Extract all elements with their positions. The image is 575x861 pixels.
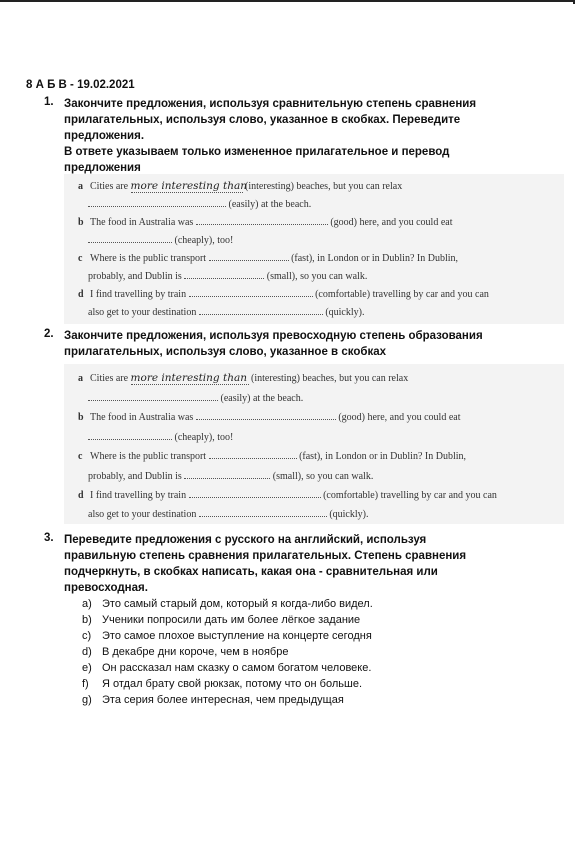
exercise-line-a2 (88, 392, 303, 405)
sentence-part: (good) here, and you could eat (330, 217, 453, 228)
sentence-part: (cheaply), too! (174, 432, 234, 443)
sentence-part: (fast), in London or in Dublin? In Dublin, (291, 253, 458, 264)
item-text: Я отдал брату свой рюкзак, потому что он больше. (102, 678, 362, 690)
blank-line (189, 288, 313, 297)
task2-instructions (64, 328, 524, 360)
blank-line (88, 198, 226, 207)
sentence-part: Where is the public transport (90, 451, 207, 462)
sentence-part: (quickly). (329, 509, 369, 520)
task3-number: 3. (44, 532, 54, 544)
exercise-line-d2 (88, 508, 368, 521)
handwritten-answer: more interesting than (130, 372, 247, 384)
sentence-part: (good) here, and you could eat (338, 412, 461, 423)
task1-line: прилагательных, используя слово, указанное в скобках. Переведите (64, 114, 461, 126)
exercise-line-c2 (88, 470, 373, 483)
sentence-part: probably, and Dublin is (88, 271, 182, 282)
item-letter: d (78, 490, 84, 501)
item-letter: e) (82, 662, 92, 674)
blank-line (196, 411, 336, 420)
blank-line (199, 306, 323, 315)
exercise-line-a (78, 180, 402, 193)
exercise-line-b2 (88, 431, 233, 444)
task2-number: 2. (44, 328, 54, 340)
task3-instructions (64, 532, 504, 596)
blank-line (209, 252, 289, 261)
exercise-line-a2 (88, 198, 311, 211)
exercise-line-c (78, 450, 466, 463)
item-letter: c (78, 451, 83, 462)
blank-line (88, 392, 218, 401)
item-letter: b) (82, 614, 92, 626)
sentence-part: I find travelling by train (90, 490, 187, 501)
exercise-line-d (78, 489, 497, 502)
sentence-part: (small), so you can walk. (272, 471, 374, 482)
task1-number: 1. (44, 96, 54, 108)
blank-line (196, 216, 328, 225)
blank-line (199, 508, 327, 517)
sentence-part: The food in Australia was (90, 217, 194, 228)
item-text: Это самое плохое выступление на концерте сегодня (102, 630, 372, 642)
item-letter: d) (82, 646, 92, 658)
handwritten-answer: more interesting than (130, 180, 247, 192)
task2-line: Закончите предложения, используя превосходную степень образования (64, 330, 483, 342)
item-letter: a (78, 373, 83, 384)
sentence-part: (easily) at the beach. (228, 199, 312, 210)
exercise-line-c (78, 252, 458, 265)
exercise-line-a (78, 372, 408, 385)
task1-line: предложения. (64, 130, 145, 142)
list-item (82, 628, 373, 644)
list-item (82, 676, 373, 692)
translation-list (82, 596, 373, 708)
blank-line (88, 431, 172, 440)
blank-line (184, 470, 270, 479)
task1-line: предложения (64, 162, 141, 174)
list-item (82, 692, 373, 708)
task3-line: превосходная. (64, 582, 148, 594)
sentence-part: Cities are (90, 181, 129, 192)
top-border (0, 0, 575, 2)
sentence-part: Cities are (90, 373, 129, 384)
exercise-line-b (78, 216, 453, 229)
blank-line (189, 489, 321, 498)
sentence-part: (interesting) beaches, but you can relax (251, 373, 409, 384)
task3-line: Переведите предложения с русского на английский, используя (64, 534, 427, 546)
worksheet-header: 8 А Б В - 19.02.2021 (26, 79, 135, 91)
item-letter: c (78, 253, 83, 264)
item-letter: g) (82, 694, 92, 706)
exercise-line-b2 (88, 234, 233, 247)
item-letter: c) (82, 630, 92, 642)
sentence-part: I find travelling by train (90, 289, 187, 300)
sentence-part: also get to your destination (88, 509, 197, 520)
item-text: Он рассказал нам сказку о самом богатом человеке. (102, 662, 372, 674)
item-letter: b (78, 217, 84, 228)
item-letter: a) (82, 598, 92, 610)
sentence-part: (quickly). (325, 307, 365, 318)
exercise-line-d (78, 288, 489, 301)
sentence-part: (interesting) beaches, but you can relax (245, 181, 403, 192)
item-letter: f) (82, 678, 89, 690)
sentence-part: (comfortable) travelling by car and you can (323, 490, 497, 501)
task1-line: В ответе указываем только измененное прилагательное и перевод (64, 146, 450, 158)
list-item (82, 612, 373, 628)
blank-line (209, 450, 297, 459)
item-letter: a (78, 181, 83, 192)
list-item (82, 596, 373, 612)
item-letter: d (78, 289, 84, 300)
list-item (82, 644, 373, 660)
item-text: Это самый старый дом, который я когда-либо видел. (102, 598, 373, 610)
exercise-line-b (78, 411, 461, 424)
exercise-line-d2 (88, 306, 364, 319)
task1-line: Закончите предложения, используя сравнительную степень сравнения (64, 98, 477, 110)
exercise-panel-2 (64, 364, 564, 524)
sentence-part: also get to your destination (88, 307, 197, 318)
exercise-panel-1 (64, 174, 564, 324)
task3-line: подчеркнуть, в скобках написать, какая она - сравнительная или (64, 566, 438, 578)
task3-line: правильную степень сравнения прилагательных. Степень сравнения (64, 550, 467, 562)
item-letter: b (78, 412, 84, 423)
item-text: В декабре дни короче, чем в ноябре (102, 646, 289, 658)
sentence-part: probably, and Dublin is (88, 471, 182, 482)
item-text: Эта серия более интересная, чем предыдущая (102, 694, 344, 706)
blank-line (88, 234, 172, 243)
blank-line (184, 270, 264, 279)
sentence-part: (easily) at the beach. (220, 393, 304, 404)
list-item (82, 660, 373, 676)
task2-line: прилагательных, используя слово, указанное в скобках (64, 346, 386, 358)
item-text: Ученики попросили дать им более лёгкое задание (102, 614, 361, 626)
task1-instructions (64, 96, 504, 176)
sentence-part: (fast), in London or in Dublin? In Dublin, (299, 451, 466, 462)
sentence-part: (cheaply), too! (174, 235, 234, 246)
sentence-part: (small), so you can walk. (266, 271, 368, 282)
sentence-part: Where is the public transport (90, 253, 207, 264)
sentence-part: The food in Australia was (90, 412, 194, 423)
exercise-line-c2 (88, 270, 367, 283)
sentence-part: (comfortable) travelling by car and you can (315, 289, 489, 300)
